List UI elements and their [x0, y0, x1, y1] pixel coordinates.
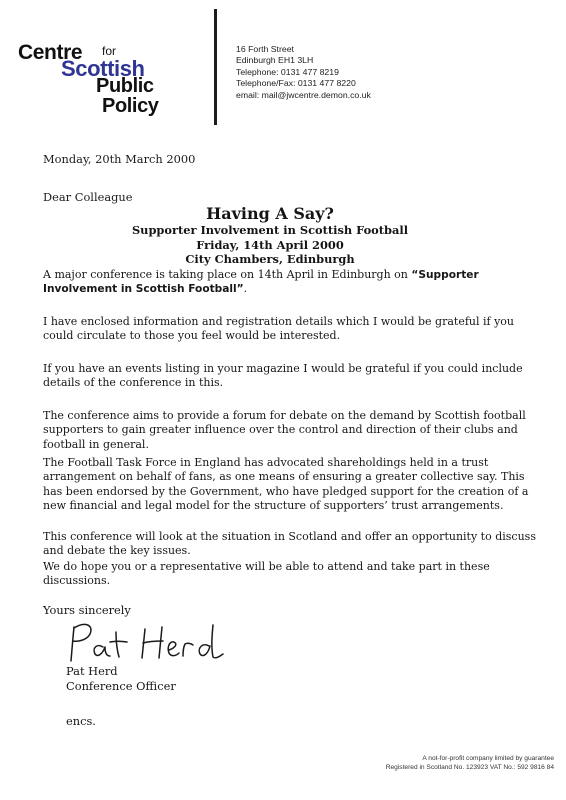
handwritten-signature: [61, 617, 231, 667]
event-heading: [120, 204, 420, 267]
address-email: email: mail@jwcentre.demon.co.uk: [236, 89, 371, 100]
event-subtitle: Supporter Involvement in Scottish Football: [131, 223, 409, 237]
address-telephone: Telephone: 0131 477 8219: [236, 66, 339, 77]
event-venue: City Chambers, Edinburgh: [185, 252, 355, 266]
paragraph-conference-aims: The conference aims to provide a forum for debate on the demand by Scottish football supporters to gain greater influence over the control and direction of their clubs and football in general.: [43, 409, 526, 451]
conference-name-emphasis: “Supporter Involvement in Scottish Football”: [43, 269, 479, 296]
salutation: Dear Colleague: [43, 190, 133, 204]
letterhead-divider: [214, 9, 217, 125]
address-telephone-fax: Telephone/Fax: 0131 477 8220: [236, 78, 356, 89]
address-city: Edinburgh EH1 3LH: [236, 55, 314, 66]
paragraph-conference-intro: [43, 268, 543, 297]
paragraph-scotland-situation: This conference will look at the situation in Scotland and offer an opportunity to discuss and debate the key issues.: [43, 530, 536, 558]
paragraph-text-tail: .: [243, 282, 248, 296]
paragraph-text: A major conference is taking place on 14th April in Edinburgh on: [43, 268, 412, 281]
footer-company-status: A not-for-profit company limited by guarantee: [422, 755, 554, 762]
logo-word-scottish: Scottish: [61, 56, 145, 81]
paragraph-enclosed-info: I have enclosed information and registration details which I would be grateful if you could circulate to those you feel would be interested.: [43, 315, 515, 343]
enclosures-note: encs.: [66, 714, 96, 728]
event-title: Having A Say?: [206, 204, 334, 223]
paragraph-attendance-request: We do hope you or a representative will be able to attend and take part in these discussions.: [43, 560, 490, 588]
logo-word-public: Public: [96, 75, 154, 97]
signer-role: Conference Officer: [66, 679, 176, 693]
footer-registration: Registered in Scotland No. 123923 VAT No.: 592 9816 84: [385, 763, 554, 771]
logo-word-policy: Policy: [102, 95, 159, 117]
letter-date: Monday, 20th March 2000: [43, 152, 196, 166]
closing: Yours sincerely: [43, 603, 131, 617]
paragraph-task-force: The Football Task Force in England has advocated shareholdings held in a trust arrangement on behalf of fans, as one means of ensuring a greater collective say. This has been endorsed by the Government, who have pledged support for the creation of a new financial and legal model for the structure of supporters’ trust arrangements.: [43, 456, 529, 513]
paragraph-events-listing: If you have an events listing in your magazine I would be grateful if you could include details of the conference in this.: [43, 362, 523, 390]
logo-word-for: for: [102, 44, 117, 58]
event-date: Friday, 14th April 2000: [196, 237, 344, 252]
letterhead-address: [236, 44, 371, 101]
logo-word-centre: Centre: [18, 41, 83, 64]
address-street: 16 Forth Street: [236, 44, 294, 54]
company-footer: [386, 755, 554, 772]
signer-name: Pat Herd: [66, 664, 118, 678]
organization-logo: [18, 38, 223, 116]
